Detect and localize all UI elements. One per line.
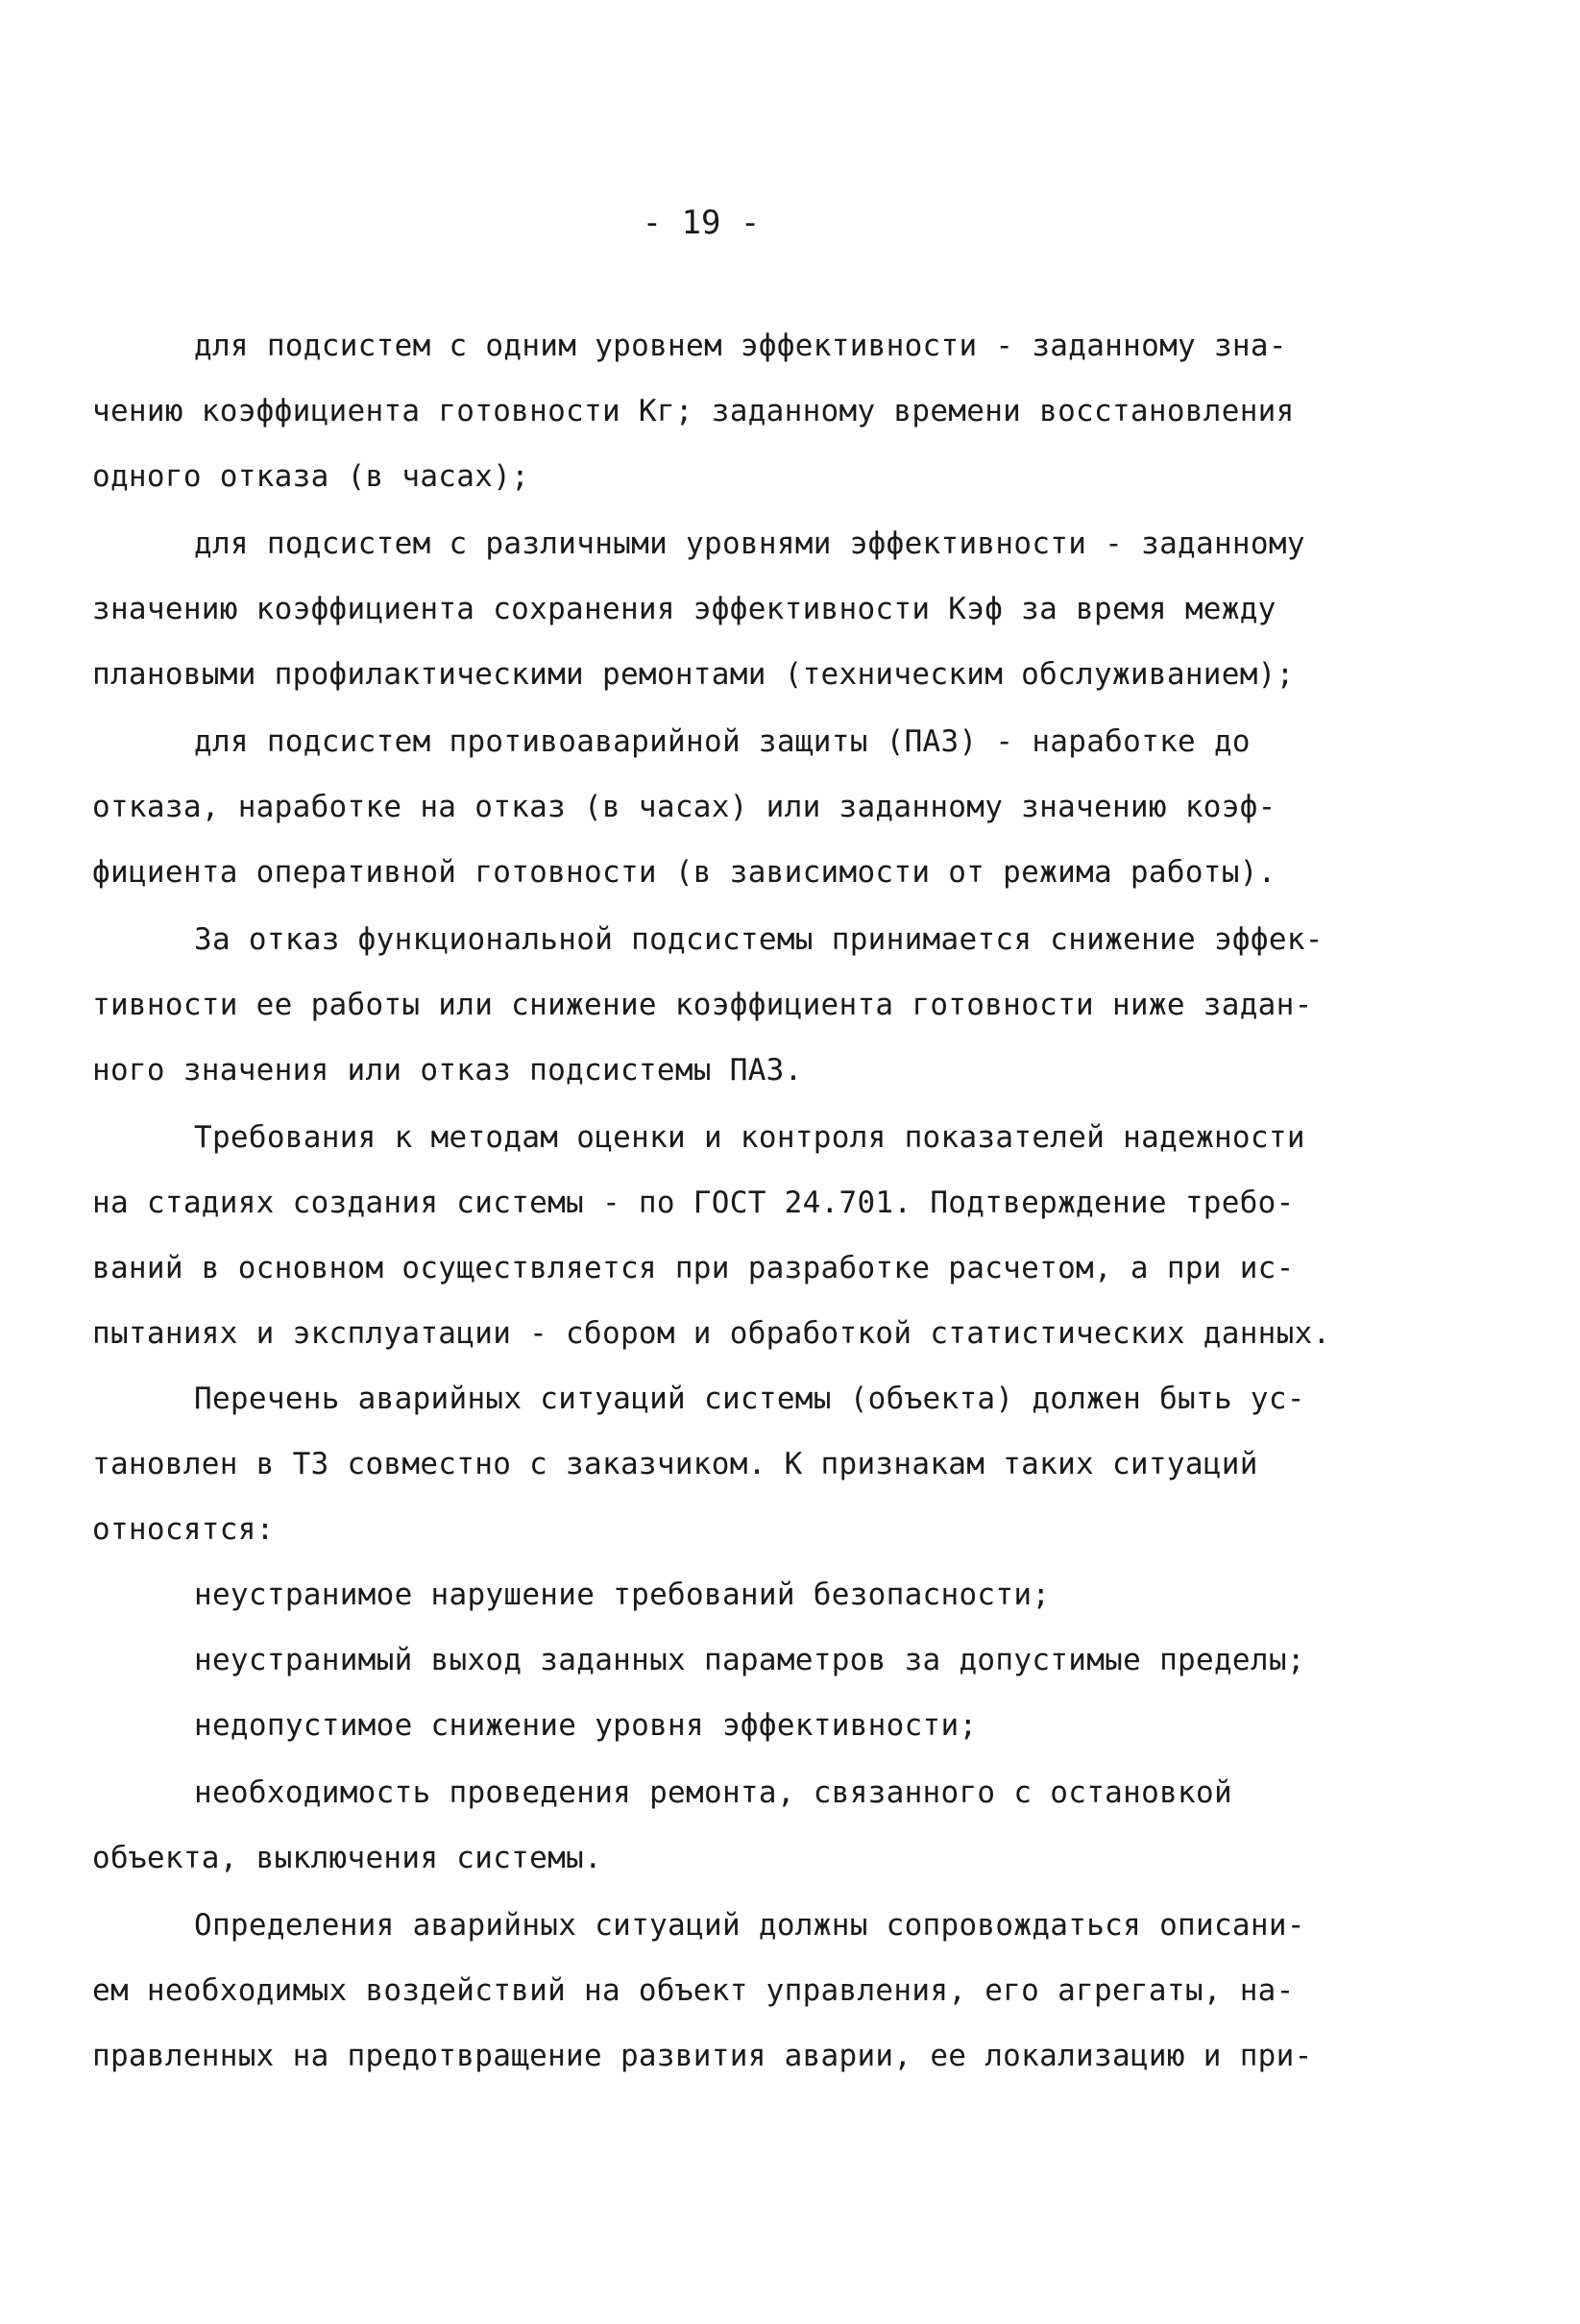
list-item: недопустимое снижение уровня эффективности; bbox=[194, 1708, 978, 1743]
text-line: ного значения или отказ подсистемы ПАЗ. bbox=[92, 1053, 803, 1088]
text-line: Требования к методам оценки и контроля показателей надежности bbox=[194, 1120, 1305, 1155]
text-line: Перечень аварийных ситуаций системы (объекта) должен быть ус- bbox=[194, 1382, 1305, 1416]
text-line: для подсистем с различными уровнями эффективности - заданному bbox=[194, 526, 1305, 561]
list-item: неустранимое нарушение требований безопасности; bbox=[194, 1578, 1051, 1612]
text-line: ем необходимых воздействий на объект управления, его агрегаты, на- bbox=[92, 1973, 1295, 2008]
text-line: правленных на предотвращение развития аварии, ее локализацию и при- bbox=[92, 2039, 1313, 2073]
text-line: относятся: bbox=[92, 1512, 275, 1547]
text-line: объекта, выключения системы. bbox=[92, 1841, 602, 1875]
text-line: отказа, наработке на отказ (в часах) или заданному значению коэф- bbox=[92, 790, 1276, 824]
text-line: одного отказа (в часах); bbox=[92, 459, 530, 494]
list-item: неустранимый выход заданных параметров за допустимые пределы; bbox=[194, 1643, 1305, 1677]
text-line: значению коэффициента сохранения эффективности Кэф за время между bbox=[92, 592, 1276, 626]
text-line: для подсистем с одним уровнем эффективности - заданному зна- bbox=[194, 329, 1287, 363]
text-line: на стадиях создания системы - по ГОСТ 24.701. Подтверждение требо- bbox=[92, 1186, 1295, 1220]
text-line: ваний в основном осуществляется при разработке расчетом, а при ис- bbox=[92, 1251, 1295, 1285]
text-line: тивности ее работы или снижение коэффициента готовности ниже задан- bbox=[92, 988, 1313, 1022]
text-line: плановыми профилактическими ремонтами (техническим обслуживанием); bbox=[92, 657, 1295, 692]
text-line: тановлен в ТЗ совместно с заказчиком. К признакам таких ситуаций bbox=[92, 1447, 1258, 1481]
text-line: фициента оперативной готовности (в зависимости от режима работы). bbox=[92, 855, 1276, 890]
text-line: Определения аварийных ситуаций должны сопровождаться описани- bbox=[194, 1908, 1305, 1943]
list-item: необходимость проведения ремонта, связанного с остановкой bbox=[194, 1775, 1232, 1810]
text-line: За отказ функциональной подсистемы принимается снижение эффек- bbox=[194, 922, 1324, 957]
text-line: для подсистем противоаварийной защиты (ПАЗ) - наработке до bbox=[194, 724, 1251, 759]
page-number: - 19 - bbox=[642, 204, 761, 242]
text-line: чению коэффициента готовности Кг; заданному времени восстановления bbox=[92, 394, 1295, 428]
text-line: пытаниях и эксплуатации - сбором и обработкой статистических данных. bbox=[92, 1316, 1331, 1351]
